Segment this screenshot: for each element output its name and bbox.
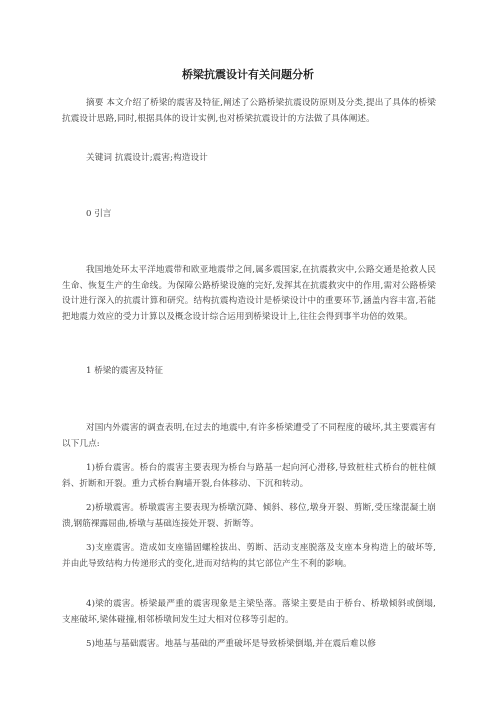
damage-intro-paragraph: 对国内外震害的调查表明,在过去的地震中,有许多桥梁遭受了不同程度的破坏,其主要震害有以下几点: — [62, 423, 436, 449]
damage-item-bearing: 3)支座震害。造成如支座锚固螺栓拔出、剪断、活动支座脱落及支座本身构造上的破坏等,并由此导致结构力传递形式的变化,进而对结构的其它部位产生不利的影响。 — [62, 543, 436, 569]
keywords-line: 关键词 抗震设计;震害;构造设计 — [86, 153, 208, 163]
intro-paragraph: 我国地处环太平洋地震带和欧亚地震带之间,属多震国家,在抗震救灾中,公路交通是抢救人民生命、恢复生产的生命线。为保障公路桥梁设施的完好,发挥其在抗震救灾中的作用,需对公路桥梁设计进行深入的抗震计算和研究。结构抗震构造设计是桥梁设计中的重要环节,涵盖内容丰富,若能把地震力效应的受力计算以及概念设计综合运用到桥梁设计上,往往会得到事半功倍的效果。 — [62, 265, 436, 322]
damage-item-abutment: 1)桥台震害。桥台的震害主要表现为桥台与路基一起向河心滑移,导致桩柱式桥台的桩柱倾斜、折断和开裂。重力式桥台胸墙开裂,台体移动、下沉和转动。 — [62, 463, 436, 489]
damage-item-foundation: 5)地基与基础震害。地基与基础的严重破坏是导致桥梁倒塌,并在震后难以修 — [86, 639, 377, 649]
abstract-paragraph: 摘要 本文介绍了桥梁的震害及特征,阐述了公路桥梁抗震设防原则及分类,提出了具体的桥梁抗震设计思路,同时,根据具体的设计实例,也对桥梁抗震设计的方法做了具体阐述。 — [62, 98, 436, 124]
damage-item-pier: 2)桥墩震害。桥墩震害主要表现为桥墩沉降、倾斜、移位,墩身开裂、剪断,受压缘混凝土崩溃,钢筋裸露屈曲,桥墩与基础连接处开裂、折断等。 — [62, 503, 436, 529]
document-title: 桥梁抗震设计有关问题分析 — [182, 68, 314, 81]
damage-item-girder: 4)梁的震害。桥梁最严重的震害现象是主梁坠落。落梁主要是由于桥台、桥墩倾斜或倒塌,支座破坏,梁体碰撞,相邻桥墩间发生过大相对位移等引起的。 — [62, 599, 436, 625]
section-1-heading: 1 桥梁的震害及特征 — [86, 366, 163, 376]
section-0-heading: 0 引言 — [86, 209, 112, 219]
